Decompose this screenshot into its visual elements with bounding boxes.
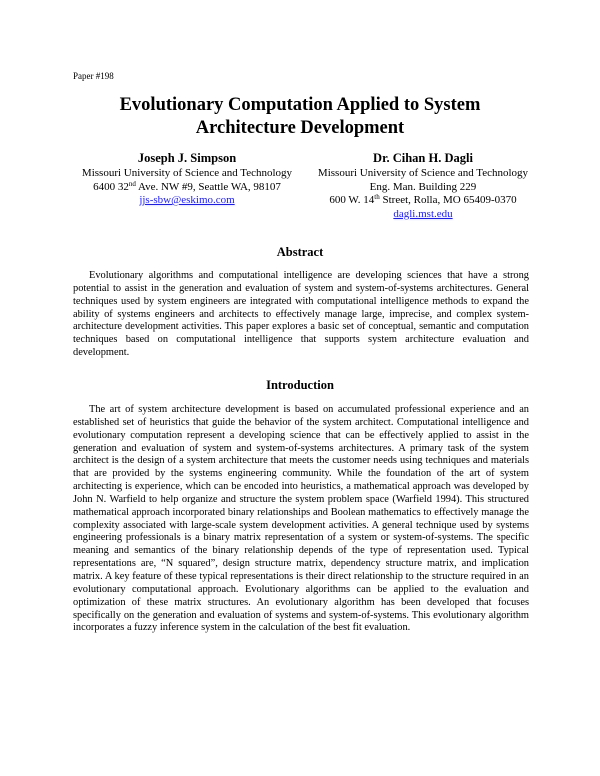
author-block-dagli (303, 151, 543, 221)
paper-number: Paper #198 (73, 71, 114, 81)
author-address-line1: Eng. Man. Building 229 (369, 180, 477, 193)
title-line-1: Evolutionary Computation Applied to System (119, 95, 481, 115)
author-affiliation: Missouri University of Science and Technology (81, 167, 293, 179)
abstract-heading: Abstract (276, 245, 324, 259)
author-block-simpson (67, 151, 307, 208)
author-name: Joseph J. Simpson (137, 151, 237, 165)
introduction-paragraph: The art of system architecture development is based on accumulated professional experience and an established set of heuristics that guide the behavior of the system architect. Computational intelligence and evolutionary computation represent a developing science that can be effectively applied to assist in the generation and evaluation of system and system-of-systems architectures. A primary task of the system architect is the design of a system architecture that meets the customer needs using techniques and materials that are provided by the systems engineering community. While the foundation of the art of system architecting is experience, which can be encoded into heuristics, a mathematical approach was developed by John N. Warfield to help organize and structure the system problem space (Warfield 1994). This structured mathematical approach incorporated binary relationships and Boolean mathematics to effectively manage the complexity associated with large-scale system development activities. A general technique used by systems engineering professionals is a binary matrix representation of a system or system-of-systems. The specific meaning and semantics of the binary relationship depends of the type of representation used. Typical representations are, “N squared”, design structure matrix, dependency structure matrix, and implication matrix. A key feature of these typical representations is their direct relationship to the structure required in an evolutionary computational approach. Evolutionary algorithms can be applied to the evaluation and optimization of these matrix structures. An evolutionary algorithm has been developed that focuses specifically on the generation and evaluation of systems and system-of-systems. This evolutionary algorithm incorporates a fuzzy inference system in the calculation of the best fit evaluation. (73, 404, 529, 634)
author-name: Dr. Cihan H. Dagli (373, 151, 473, 165)
author-address: 6400 32nd Ave. NW #9, Seattle WA, 98107 (93, 179, 281, 193)
abstract-paragraph: Evolutionary algorithms and computational intelligence are developing sciences that have a strong potential to assist in the generation and evaluation of system and system-of-systems architectures. General techniques used by system engineers are integrated with computational intelligence methods to expand the ability of systems engineers and architects to effectively manage large, imprecise, and complex system-architecture development activities. This paper explores a basic set of conceptual, semantic and computation techniques based on computational intelligence that supports system architecture evaluation and development. (73, 270, 529, 359)
author-affiliation: Missouri University of Science and Technology (317, 167, 529, 179)
author-email-link[interactable]: jjs-sbw@eskimo.com (139, 194, 235, 207)
author-address-line2: 600 W. 14th Street, Rolla, MO 65409-0370 (329, 193, 517, 207)
title-line-2: Architecture Development (195, 118, 405, 138)
author-email-link[interactable]: dagli.mst.edu (393, 207, 453, 220)
introduction-heading: Introduction (266, 378, 334, 392)
paper-title (60, 94, 540, 140)
